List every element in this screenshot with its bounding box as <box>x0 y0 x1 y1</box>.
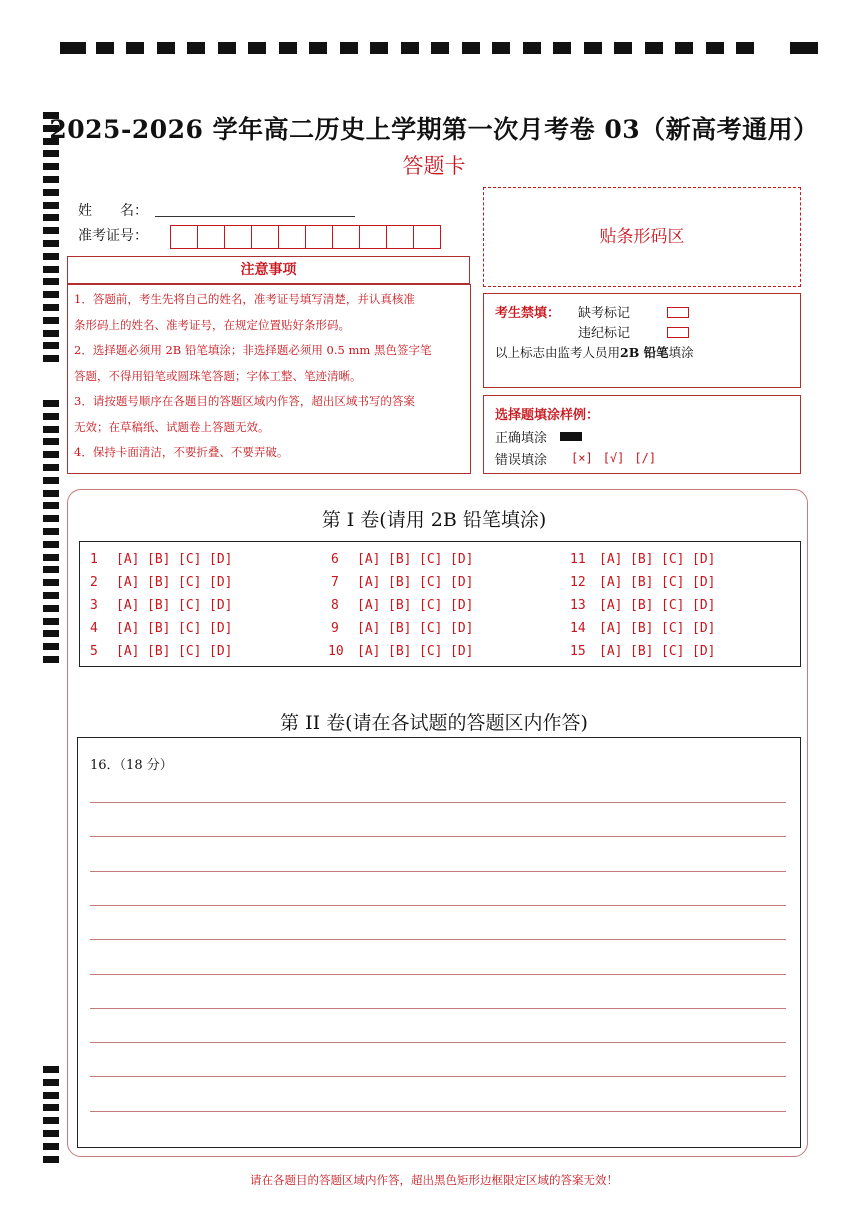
choice-option-d[interactable]: [D] <box>209 552 233 567</box>
timing-mark <box>43 464 59 471</box>
timing-mark <box>584 42 602 54</box>
timing-mark <box>43 630 59 637</box>
answer-line[interactable] <box>90 1042 786 1043</box>
timing-mark <box>43 253 59 260</box>
page-title: 2025-2026 学年高二历史上学期第一次月考卷 03（新高考通用） <box>49 115 819 144</box>
timing-mark <box>43 554 59 561</box>
violation-mark-box[interactable] <box>667 327 689 338</box>
essay-area[interactable] <box>77 737 801 1148</box>
choice-option-d[interactable]: [D] <box>209 598 233 613</box>
choice-option-a[interactable]: [A] <box>357 621 381 636</box>
choice-option-c[interactable]: [C] <box>419 644 443 659</box>
question-number: 2 <box>90 575 98 590</box>
timing-mark <box>43 202 59 209</box>
answer-line[interactable] <box>90 836 786 837</box>
timing-mark <box>187 42 205 54</box>
choice-option-a[interactable]: [A] <box>116 575 140 590</box>
choice-option-c[interactable]: [C] <box>661 552 685 567</box>
timing-mark <box>43 330 59 337</box>
timing-mark <box>43 1092 59 1099</box>
correct-fill-label: 正确填涂 <box>495 431 548 446</box>
choice-option-c[interactable]: [C] <box>419 575 443 590</box>
notice-item-continuation: 答题，不得用铅笔或圆珠笔答题；字体工整、笔迹清晰。 <box>74 368 362 383</box>
violation-mark-label: 违纪标记 <box>578 326 631 341</box>
timing-mark <box>43 566 59 573</box>
timing-mark <box>43 400 59 407</box>
question-number: 3 <box>90 598 98 613</box>
choice-option-d[interactable]: [D] <box>450 644 474 659</box>
choice-option-d[interactable]: [D] <box>450 552 474 567</box>
timing-mark <box>43 490 59 497</box>
footer-note: 请在各题目的答题区域内作答，超出黑色矩形边框限定区域的答案无效！ <box>250 1173 618 1187</box>
timing-mark <box>43 618 59 625</box>
timing-mark <box>614 42 632 54</box>
answer-line[interactable] <box>90 974 786 975</box>
timing-mark <box>43 413 59 420</box>
timing-mark <box>43 1104 59 1111</box>
absent-mark-label: 缺考标记 <box>578 306 631 321</box>
question-number: 12 <box>570 575 586 590</box>
timing-mark <box>157 42 175 54</box>
question-number: 14 <box>570 621 586 636</box>
answer-line[interactable] <box>90 802 786 803</box>
timing-mark <box>279 42 297 54</box>
timing-mark <box>401 42 419 54</box>
timing-mark <box>43 278 59 285</box>
choice-option-b[interactable]: [B] <box>388 552 412 567</box>
choice-option-b[interactable]: [B] <box>630 598 654 613</box>
id-digit-box[interactable] <box>251 225 279 249</box>
choice-option-d[interactable]: [D] <box>692 575 716 590</box>
timing-mark <box>126 42 144 54</box>
prohibited-note: 以上标志由监考人员用2B 铅笔填涂 <box>495 345 694 360</box>
name-field[interactable] <box>155 200 355 217</box>
answer-line[interactable] <box>90 1076 786 1077</box>
timing-mark <box>43 643 59 650</box>
timing-mark <box>645 42 663 54</box>
choice-option-a[interactable]: [A] <box>116 552 140 567</box>
choice-option-d[interactable]: [D] <box>692 552 716 567</box>
choice-option-b[interactable]: [B] <box>147 644 171 659</box>
notice-heading: 注意事项 <box>240 262 297 278</box>
timing-mark <box>43 592 59 599</box>
choice-option-a[interactable]: [A] <box>599 552 623 567</box>
id-digit-box[interactable] <box>224 225 252 249</box>
choice-option-b[interactable]: [B] <box>630 644 654 659</box>
id-label: 准考证号： <box>78 228 148 244</box>
choice-option-b[interactable]: [B] <box>147 552 171 567</box>
timing-mark <box>43 451 59 458</box>
timing-mark <box>431 42 449 54</box>
timing-mark <box>492 42 510 54</box>
choice-option-a[interactable]: [A] <box>599 644 623 659</box>
question-number: 1 <box>90 552 98 567</box>
answer-line[interactable] <box>90 1111 786 1112</box>
choice-grid <box>79 541 801 667</box>
correct-fill-mark <box>560 432 582 441</box>
choice-option-d[interactable]: [D] <box>209 575 233 590</box>
id-digit-box[interactable] <box>332 225 360 249</box>
id-digit-box[interactable] <box>170 225 198 249</box>
id-number-boxes[interactable] <box>170 225 440 249</box>
id-digit-box[interactable] <box>359 225 387 249</box>
timing-mark <box>248 42 266 54</box>
choice-option-c[interactable]: [C] <box>661 621 685 636</box>
timing-mark <box>706 42 724 54</box>
choice-option-b[interactable]: [B] <box>147 598 171 613</box>
timing-mark <box>43 579 59 586</box>
question-number: 15 <box>570 644 586 659</box>
wrong-fill-marks <box>571 451 666 465</box>
choice-option-a[interactable]: [A] <box>116 621 140 636</box>
id-digit-box[interactable] <box>413 225 441 249</box>
timing-mark <box>43 1156 59 1163</box>
choice-option-a[interactable]: [A] <box>357 575 381 590</box>
timing-mark <box>43 438 59 445</box>
choice-option-b[interactable]: [B] <box>388 621 412 636</box>
answer-card-subtitle: 答题卡 <box>402 154 466 178</box>
question-number: 9 <box>331 621 339 636</box>
question-number: 10 <box>328 644 344 659</box>
choice-option-c[interactable]: [C] <box>661 598 685 613</box>
question-number: 11 <box>570 552 586 567</box>
timing-mark <box>96 42 114 54</box>
choice-option-b[interactable]: [B] <box>630 552 654 567</box>
answer-line[interactable] <box>90 1008 786 1009</box>
id-digit-box[interactable] <box>197 225 225 249</box>
question-number: 13 <box>570 598 586 613</box>
id-digit-box[interactable] <box>278 225 306 249</box>
choice-option-d[interactable]: [D] <box>692 598 716 613</box>
timing-mark <box>370 42 388 54</box>
timing-mark <box>218 42 236 54</box>
section2-title: 第 II 卷(请在各试题的答题区内作答) <box>280 712 588 734</box>
answer-line[interactable] <box>90 871 786 872</box>
choice-option-a[interactable]: [A] <box>599 598 623 613</box>
choice-option-d[interactable]: [D] <box>209 644 233 659</box>
timing-mark <box>43 1079 59 1086</box>
question-number: 6 <box>331 552 339 567</box>
barcode-area-label: 贴条形码区 <box>599 227 685 247</box>
choice-option-d[interactable]: [D] <box>450 598 474 613</box>
choice-option-a[interactable]: [A] <box>599 575 623 590</box>
prohibited-heading: 考生禁填： <box>495 306 561 321</box>
choice-option-c[interactable]: [C] <box>178 552 202 567</box>
choice-option-c[interactable]: [C] <box>661 575 685 590</box>
timing-mark <box>43 317 59 324</box>
choice-option-a[interactable]: [A] <box>357 598 381 613</box>
choice-option-b[interactable]: [B] <box>630 621 654 636</box>
timing-mark <box>43 355 59 362</box>
notice-item: 4．保持卡面清洁，不要折叠、不要弄破。 <box>74 445 289 459</box>
timing-mark <box>309 42 327 54</box>
timing-mark <box>43 656 59 663</box>
choice-option-c[interactable]: [C] <box>178 644 202 659</box>
timing-mark <box>43 214 59 221</box>
timing-mark <box>675 42 693 54</box>
notice-box <box>67 284 471 474</box>
id-digit-box[interactable] <box>305 225 333 249</box>
choice-option-b[interactable]: [B] <box>388 575 412 590</box>
timing-mark <box>340 42 358 54</box>
choice-option-a[interactable]: [A] <box>116 598 140 613</box>
notice-item-continuation: 条形码上的姓名、准考证号，在规定位置贴好条形码。 <box>74 317 350 332</box>
timing-mark <box>43 189 59 196</box>
timing-mark <box>553 42 571 54</box>
wrong-fill-mark: [/] <box>634 451 657 465</box>
choice-option-c[interactable]: [C] <box>178 621 202 636</box>
question-number: 8 <box>331 598 339 613</box>
choice-option-b[interactable]: [B] <box>147 621 171 636</box>
choice-option-c[interactable]: [C] <box>419 552 443 567</box>
choice-option-a[interactable]: [A] <box>357 644 381 659</box>
barcode-area <box>483 187 801 287</box>
question-number: 4 <box>90 621 98 636</box>
question-number: 7 <box>331 575 339 590</box>
choice-option-c[interactable]: [C] <box>178 575 202 590</box>
choice-option-c[interactable]: [C] <box>419 621 443 636</box>
timing-mark <box>43 291 59 298</box>
timing-mark <box>43 477 59 484</box>
timing-mark <box>43 1066 59 1073</box>
choice-option-c[interactable]: [C] <box>419 598 443 613</box>
answer-line[interactable] <box>90 905 786 906</box>
choice-option-c[interactable]: [C] <box>178 598 202 613</box>
timing-mark <box>43 1130 59 1137</box>
timing-mark <box>43 304 59 311</box>
choice-option-c[interactable]: [C] <box>661 644 685 659</box>
wrong-fill-mark: [√] <box>602 451 625 465</box>
fill-sample-heading: 选择题填涂样例： <box>495 408 600 423</box>
prohibited-box <box>483 293 801 388</box>
timing-mark <box>43 605 59 612</box>
timing-mark <box>43 342 59 349</box>
choice-option-d[interactable]: [D] <box>209 621 233 636</box>
fill-sample-box <box>483 395 801 474</box>
timing-mark <box>43 240 59 247</box>
wrong-fill-label: 错误填涂 <box>495 453 548 468</box>
choice-option-b[interactable]: [B] <box>388 598 412 613</box>
timing-mark <box>43 1117 59 1124</box>
name-label: 姓 名： <box>78 203 148 219</box>
choice-option-d[interactable]: [D] <box>692 644 716 659</box>
choice-option-d[interactable]: [D] <box>450 575 474 590</box>
notice-heading-box <box>67 256 470 284</box>
answer-line[interactable] <box>90 939 786 940</box>
choice-option-d[interactable]: [D] <box>450 621 474 636</box>
question-number: 5 <box>90 644 98 659</box>
notice-item: 3．请按题号顺序在各题目的答题区域内作答，超出区域书写的答案 <box>74 394 415 408</box>
timing-mark <box>43 266 59 273</box>
timing-mark <box>43 1143 59 1150</box>
question-16-label: 16．（18 分） <box>90 758 173 773</box>
choice-option-d[interactable]: [D] <box>692 621 716 636</box>
choice-option-b[interactable]: [B] <box>388 644 412 659</box>
timing-mark <box>43 227 59 234</box>
choice-option-a[interactable]: [A] <box>599 621 623 636</box>
timing-mark <box>43 426 59 433</box>
absent-mark-box[interactable] <box>667 307 689 318</box>
timing-mark <box>523 42 541 54</box>
timing-mark <box>462 42 480 54</box>
timing-mark <box>43 541 59 548</box>
id-digit-box[interactable] <box>386 225 414 249</box>
notice-item-continuation: 无效；在草稿纸、试题卷上答题无效。 <box>74 419 270 434</box>
choice-option-a[interactable]: [A] <box>357 552 381 567</box>
timing-mark <box>736 42 754 54</box>
notice-item: 2．选择题必须用 2B 铅笔填涂；非选择题必须用 0.5 mm 黑色签字笔 <box>74 343 432 357</box>
section1-title: 第 I 卷(请用 2B 铅笔填涂) <box>321 509 547 531</box>
notice-item: 1．答题前，考生先将自己的姓名，准考证号填写清楚，并认真核准 <box>74 292 415 306</box>
timing-mark <box>790 42 818 54</box>
choice-option-a[interactable]: [A] <box>116 644 140 659</box>
choice-option-b[interactable]: [B] <box>630 575 654 590</box>
timing-mark <box>60 42 86 54</box>
choice-option-b[interactable]: [B] <box>147 575 171 590</box>
wrong-fill-mark: [×] <box>571 451 593 465</box>
